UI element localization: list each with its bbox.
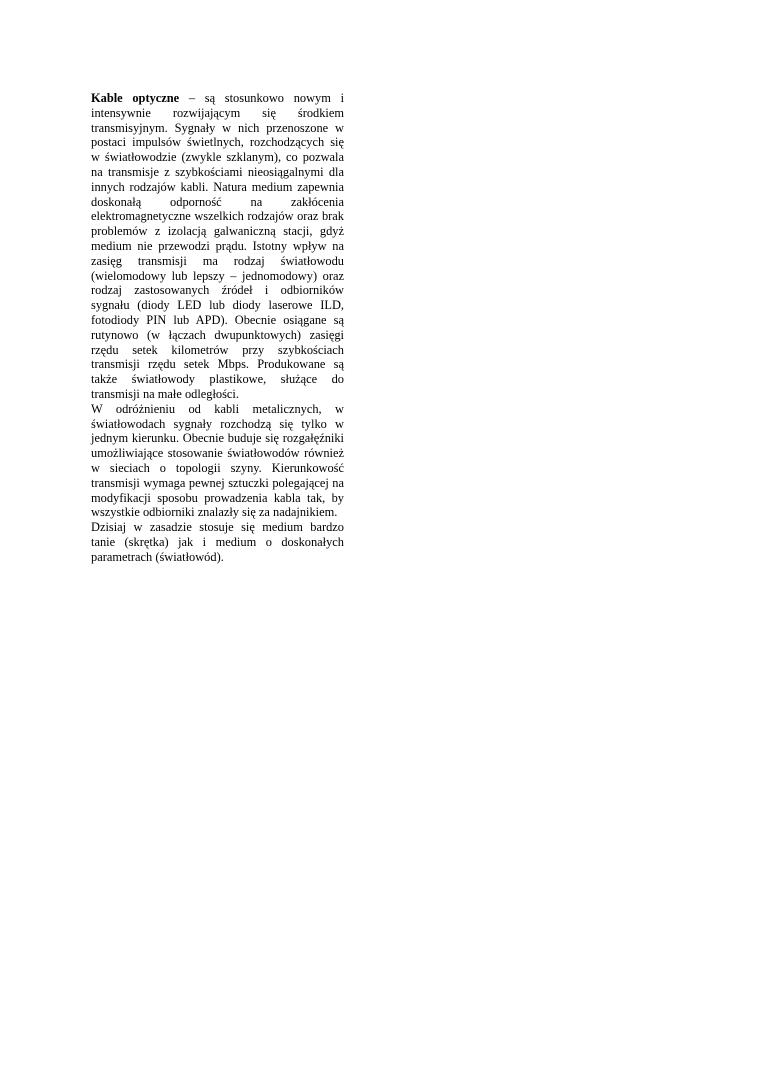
- text-column: [91, 91, 344, 565]
- paragraph-text: W odróżnieniu od kabli metalicznych, w światłowodach sygnały rozchodzą się tylko w jednym kierunku. Obecnie buduje się rozgałęźniki umożliwiające stosowanie światłowodów również w sieciach o topologii szyny. Kierunkowość transmisji wymaga pewnej sztuczki polegającej na modyfikacji sposobu prowadzenia kabla tak, by wszystkie odbiorniki znalazły się za nadajnikiem.: [91, 401, 344, 520]
- paragraph-directionality: [91, 402, 344, 520]
- term-heading: Kable optyczne: [91, 91, 180, 105]
- paragraph-text: Dzisiaj w zasadzie stosuje się medium bardzo tanie (skrętka) jak i medium o doskonałych parametrach (światłowód).: [91, 520, 344, 564]
- paragraph-summary: [91, 520, 344, 564]
- paragraph-fiber-cables: [91, 91, 344, 402]
- paragraph-text: – są stosunkowo nowym i intensywnie rozwijającym się środkiem transmisyjnym. Sygnały w nich przenoszone w postaci impulsów świetlnych, rozchodzących się w światłowodzie (zwykle szklanym), co pozwala na transmisje z szybkościami nieosiągalnymi dla innych rodzajów kabli. Natura medium zapewnia doskonałą odporność na zakłócenia elektromagnetyczne wszelkich rodzajów oraz brak problemów z izolacją galwaniczną stacji, gdyż medium nie przewodzi prądu. Istotny wpływ na zasięg transmisji ma rodzaj światłowodu (wielomodowy lub lepszy – jednomodowy) oraz rodzaj zastosowanych źródeł i odbiorników sygnału (diody LED lub diody laserowe ILD, fotodiody PIN lub APD). Obecnie osiągane są rutynowo (w łączach dwupunktowych) zasięgi rzędu setek kilometrów przy szybkościach transmisji rzędu setek Mbps. Produkowane są także światłowody plastikowe, służące do transmisji na małe odległości.: [91, 91, 345, 401]
